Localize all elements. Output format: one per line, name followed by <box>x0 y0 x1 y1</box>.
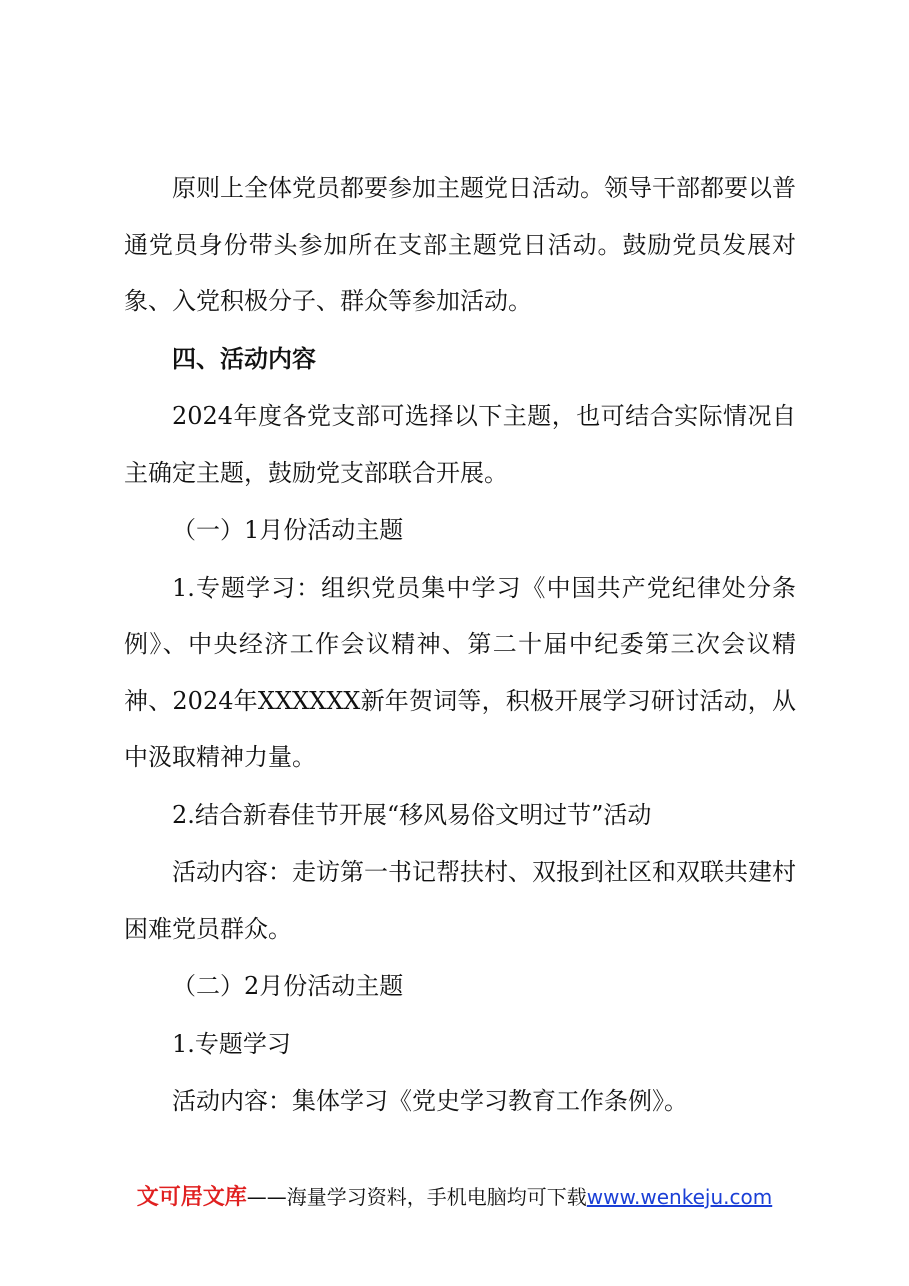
paragraph-themes-intro: 2024年度各党支部可选择以下主题，也可结合实际情况自主确定主题，鼓励党支部联合开展。 <box>124 402 796 487</box>
subheading-february-theme: （二）2月份活动主题 <box>172 972 404 1000</box>
document-body <box>124 160 796 1131</box>
paragraph-january-study: 1.专题学习：组织党员集中学习《中国共产党纪律处分条例》、中央经济工作会议精神、第二十届中纪委第三次会议精神、2024年XXXXXX新年贺词等，积极开展学习研讨活动，从中汲取精神力量。 <box>124 573 796 771</box>
footer-slogan: ——海量学习资料，手机电脑均可下载 <box>246 1185 587 1209</box>
subheading-january-theme: （一）1月份活动主题 <box>172 516 404 544</box>
paragraph-participants: 原则上全体党员都要参加主题党日活动。领导干部都要以普通党员身份带头参加所在支部主题党日活动。鼓励党员发展对象、入党积极分子、群众等参加活动。 <box>124 174 796 315</box>
paragraph-spring-festival: 2.结合新春佳节开展“移风易俗文明过节”活动 <box>172 800 652 829</box>
footer-website-link[interactable]: www.wenkeju.com <box>586 1185 773 1209</box>
section-heading-activity-content: 四、活动内容 <box>172 344 316 373</box>
footer-brand: 文可居文库 <box>136 1185 247 1210</box>
paragraph-spring-festival-content: 活动内容：走访第一书记帮扶村、双报到社区和双联共建村困难党员群众。 <box>124 858 796 943</box>
paragraph-february-study: 1.专题学习 <box>172 1029 291 1058</box>
paragraph-february-study-content: 活动内容：集体学习《党史学习教育工作条例》。 <box>172 1087 688 1115</box>
page-footer <box>0 1180 909 1211</box>
